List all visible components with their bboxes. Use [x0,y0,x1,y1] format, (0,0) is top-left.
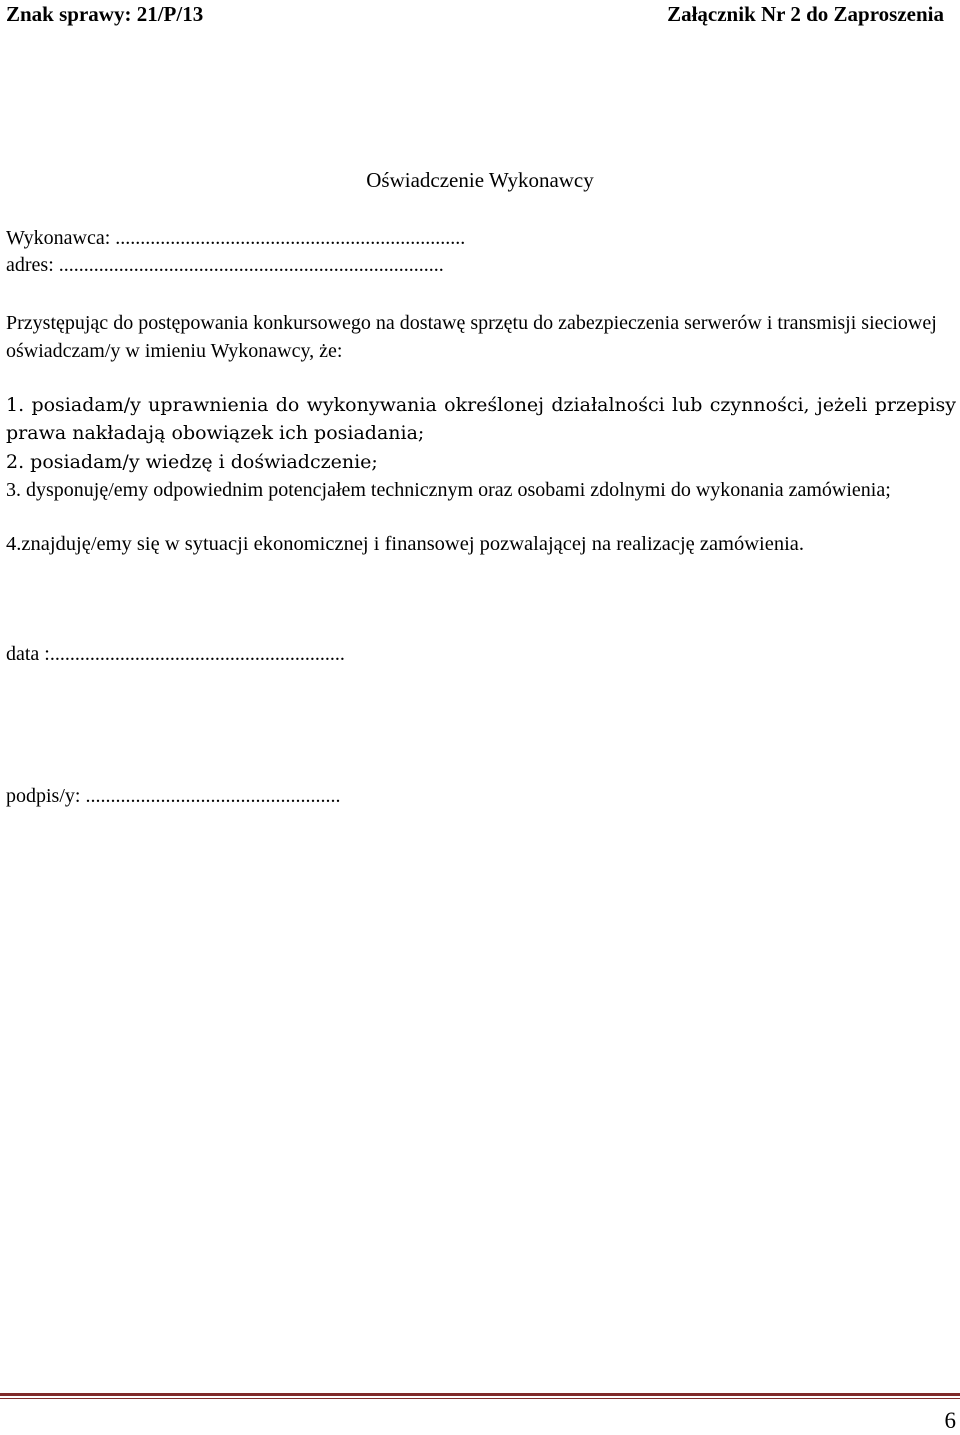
address-field: adres: ............................................................................. [6,254,444,276]
intro-paragraph: Przystępując do postępowania konkursowego na dostawę sprzętu do zabezpieczenia serwerów i transmisji sieciowej oświadczam/y w imieniu Wykonawcy, że: [6,312,937,362]
contractor-field: Wykonawca: ...................................................................... [6,227,466,249]
list-item-1: 1. posiadam/y uprawnienia do wykonywania określonej działalności lub czynności, jeżeli przepisy prawa nakładają obowiązek ich posiadania; [6,394,956,444]
signature-field: podpis/y: ................................................... [6,785,341,807]
footer-rule [0,1393,960,1399]
list-item-4: 4.znajduję/emy się w sytuacji ekonomicznej i finansowej pozwalającej na realizację zamówienia. [6,533,805,555]
list-item-2: 2. posiadam/y wiedzę i doświadczenie; [6,451,378,473]
document-title: Oświadczenie Wykonawcy [366,168,594,192]
case-number: Znak sprawy: 21/P/13 [6,2,204,26]
list-item-3: 3. dysponuję/emy odpowiednim potencjałem technicznym oraz osobami zdolnymi do wykonania zamówienia; [6,479,891,501]
date-field: data :........................................................... [6,643,345,665]
attachment-label: Załącznik Nr 2 do Zaproszenia [667,2,944,26]
page-number: 6 [944,1408,956,1433]
